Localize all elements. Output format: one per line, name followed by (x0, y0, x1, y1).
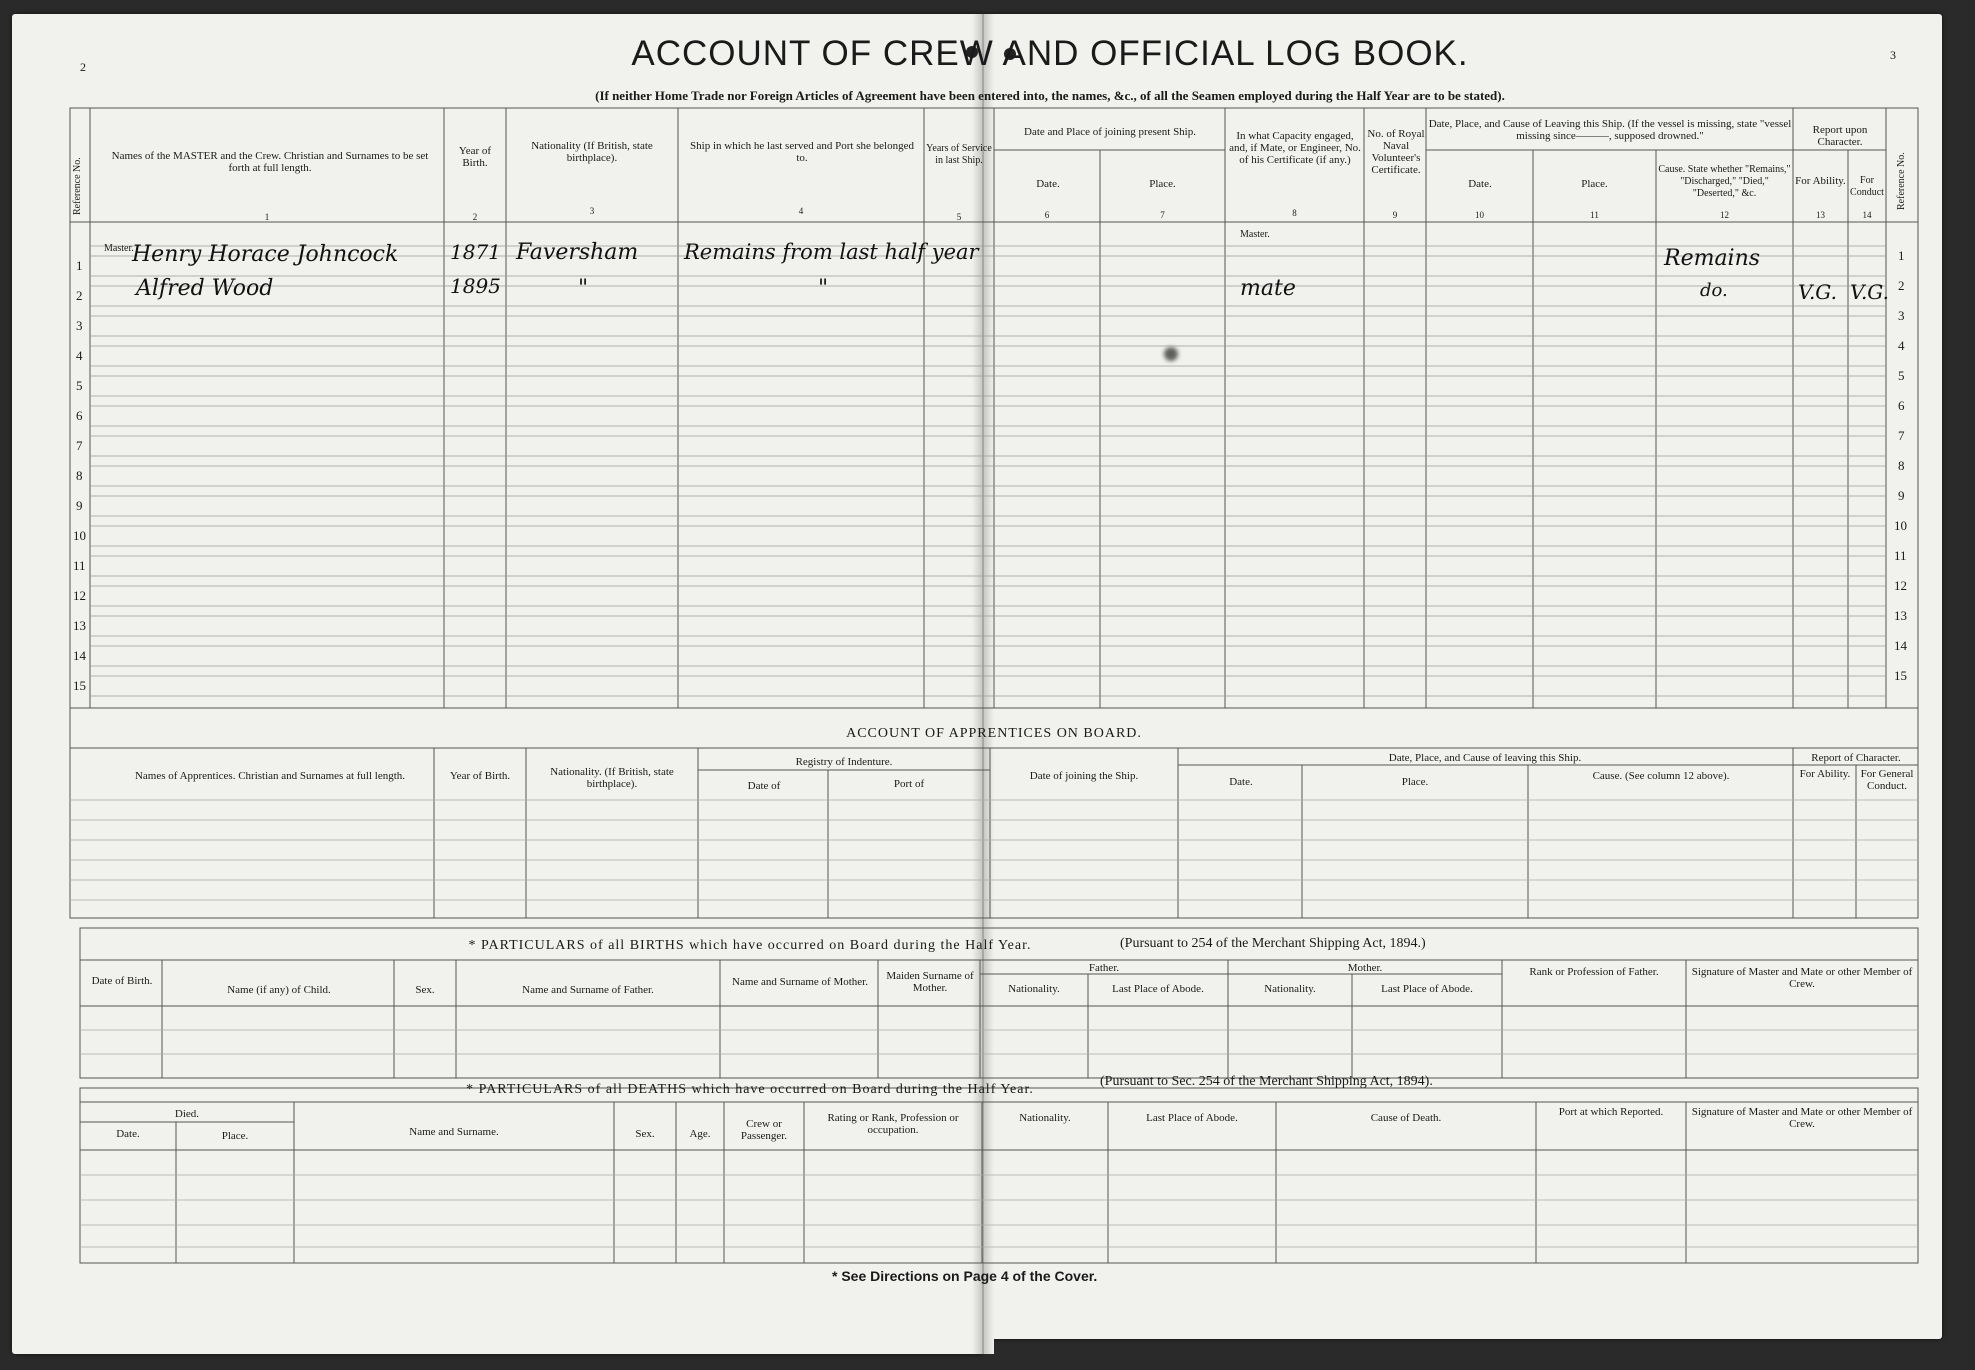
app-col-cause: Cause. (See column 12 above). (1592, 770, 1730, 782)
col-conduct-header: For Conduct (1850, 175, 1884, 198)
row-number: 11 (73, 558, 86, 573)
entry-capacity: mate (1240, 276, 1296, 301)
col-joining-header: Date and Place of joining present Ship. (1024, 126, 1196, 138)
row-number: 7 (76, 438, 83, 453)
death-col-name: Name and Surname. (409, 1126, 499, 1138)
birth-col-maiden: Maiden Surname of Mother. (886, 970, 974, 994)
col-names-header: Names of the MASTER and the Crew. Christian and Surnames to be set forth at full length. (111, 150, 429, 174)
col-year-header: Year of Birth. (458, 145, 492, 169)
entry-cause: do. (1700, 280, 1728, 301)
birth-col-name: Name (if any) of Child. (227, 984, 331, 996)
col-number: 5 (956, 212, 962, 222)
row-number: 9 (1898, 488, 1905, 503)
row-number: 10 (73, 528, 86, 543)
app-col-place: Place. (1401, 776, 1429, 788)
row-number: 7 (1898, 428, 1905, 443)
apprentices-title: ACCOUNT OF APPRENTICES ON BOARD. (846, 726, 1142, 741)
births-act: (Pursuant to 254 of the Merchant Shipping Act, 1894.) (1120, 936, 1426, 951)
birth-col-date: Date of Birth. (91, 975, 153, 987)
col-number: 8 (1292, 208, 1297, 218)
death-col-nationality: Nationality. (1019, 1112, 1071, 1124)
col-leaving-header: Date, Place, and Cause of Leaving this Ship. (If the vessel is missing, state "vessel missing since———, supposed drowned." (1428, 118, 1792, 142)
entry-cause: Remains (1664, 246, 1761, 271)
birth-col-rank: Rank or Profession of Father. (1529, 966, 1659, 978)
master-label: Master. (104, 243, 134, 254)
col-number: 6 (1044, 210, 1050, 220)
col-nationality-header: Nationality (If British, state birthplace). (531, 140, 653, 164)
entry-name: Alfred Wood (136, 276, 274, 301)
col-number: 1 (264, 212, 270, 222)
row-number: 4 (76, 348, 83, 363)
page-subtitle: (If neither Home Trade nor Foreign Articles of Agreement have been entered into, the names, &c., of all the Seamen employed during the Half Year are to be stated). (595, 88, 1505, 103)
death-col-age: Age. (689, 1128, 711, 1140)
birth-col-father: Name and Surname of Father. (522, 984, 654, 996)
app-col-registry: Registry of Indenture. (795, 756, 893, 768)
col-report-header: Report upon Character. (1812, 124, 1868, 148)
col-capacity-header: In what Capacity engaged, and, if Mate, or Engineer, No. of his Certificate (if any.) (1229, 130, 1361, 166)
page-title: ACCOUNT OF CREW AND OFFICIAL LOG BOOK. (631, 34, 1469, 73)
death-col-date: Date. (116, 1128, 140, 1140)
death-col-port: Port at which Reported. (1558, 1106, 1664, 1118)
deaths-act: (Pursuant to Sec. 254 of the Merchant Shipping Act, 1894). (1100, 1074, 1433, 1089)
app-col-ability: For Ability. (1799, 768, 1851, 780)
row-number: 13 (1894, 608, 1907, 623)
births-title: * PARTICULARS of all BIRTHS which have occurred on Board during the Half Year. (468, 938, 1032, 953)
row-number: 14 (1894, 638, 1907, 653)
entry-ship: Remains from last half year (684, 240, 979, 264)
row-number: 5 (76, 378, 83, 393)
app-col-conduct: For General Conduct. (1860, 768, 1914, 792)
death-col-died: Died. (174, 1108, 200, 1120)
row-number: 3 (1898, 308, 1905, 323)
row-number: 5 (1898, 368, 1905, 383)
app-col-date: Date. (1229, 776, 1253, 788)
col-join-place-header: Place. (1149, 178, 1176, 190)
entry-nationality: Faversham (516, 240, 639, 265)
entry-ability: V.G. (1798, 280, 1837, 304)
row-number: 1 (76, 258, 83, 273)
birth-col-mother-group: Mother. (1347, 962, 1383, 974)
app-col-joining: Date of joining the Ship. (1029, 770, 1139, 782)
death-col-abode: Last Place of Abode. (1146, 1112, 1238, 1124)
page-number-left: 2 (80, 60, 86, 74)
app-col-leaving: Date, Place, and Cause of leaving this Ship. (1388, 752, 1582, 764)
row-number: 2 (1898, 278, 1905, 293)
entry-conduct: V.G. (1850, 280, 1889, 304)
row-number: 12 (73, 588, 86, 603)
ref-no-label-left: Reference No. (72, 157, 83, 215)
col-number: 12 (1720, 210, 1729, 220)
row-number: 2 (76, 288, 83, 303)
col-service-header: Years of Service in last Ship. (926, 143, 992, 166)
entry-name: Henry Horace Johncock (132, 242, 399, 267)
app-col-names: Names of Apprentices. Christian and Surnames at full length. (134, 770, 406, 782)
row-number: 15 (73, 678, 86, 693)
col-ability-header: For Ability. (1795, 175, 1846, 187)
app-col-date-of: Date of (747, 780, 781, 792)
row-number: 9 (76, 498, 83, 513)
col-number: 9 (1392, 210, 1398, 220)
app-col-report: Report of Character. (1811, 752, 1901, 764)
birth-col-mother: Name and Surname of Mother. (732, 976, 868, 988)
death-col-crew: Crew or Passenger. (740, 1118, 788, 1142)
row-number: 11 (1894, 548, 1907, 563)
col-rnv-header: No. of Royal Naval Volunteer's Certificate. (1367, 128, 1425, 176)
birth-col-mother-nationality: Nationality. (1264, 983, 1316, 995)
col-number: 10 (1475, 210, 1484, 220)
entry-nationality: " (578, 276, 589, 301)
page-number-right: 3 (1890, 48, 1896, 62)
death-col-place: Place. (221, 1130, 249, 1142)
col-leave-place-header: Place. (1581, 178, 1608, 190)
entry-year: 1871 (450, 240, 501, 264)
birth-col-father-abode: Last Place of Abode. (1112, 983, 1204, 995)
col-number: 14 (1862, 210, 1872, 220)
col-ship-header: Ship in which he last served and Port she belonged to. (690, 140, 914, 164)
col-cause-header: Cause. State whether "Remains," "Discharged," "Died," "Deserted," &c. (1658, 164, 1791, 199)
footer-note: * See Directions on Page 4 of the Cover. (832, 1268, 1098, 1284)
row-number: 8 (76, 468, 83, 483)
col-number: 7 (1160, 210, 1165, 220)
row-number: 10 (1894, 518, 1907, 533)
capacity-master-label: Master. (1240, 229, 1270, 240)
row-number: 3 (76, 318, 83, 333)
col-number: 2 (472, 212, 478, 222)
app-col-nationality: Nationality. (If British, state birthplace). (550, 766, 674, 790)
birth-col-father-nationality: Nationality. (1008, 983, 1060, 995)
birth-col-signature: Signature of Master and Mate or other Member of Crew. (1691, 966, 1913, 990)
birth-col-sex: Sex. (415, 984, 435, 996)
death-col-sex: Sex. (635, 1128, 655, 1140)
row-number: 6 (76, 408, 83, 423)
ref-no-label-right: Reference No. (1896, 152, 1907, 210)
entry-ship: " (818, 276, 829, 301)
row-number: 8 (1898, 458, 1905, 473)
entry-year: 1895 (450, 274, 501, 298)
col-number: 4 (798, 206, 804, 216)
col-leave-date-header: Date. (1468, 178, 1492, 190)
birth-col-mother-abode: Last Place of Abode. (1381, 983, 1473, 995)
row-number: 15 (1894, 668, 1907, 683)
row-number: 6 (1898, 398, 1905, 413)
col-join-date-header: Date. (1036, 178, 1060, 190)
app-col-port-of: Port of (893, 778, 925, 790)
death-col-cause: Cause of Death. (1370, 1112, 1442, 1124)
birth-col-father-group: Father. (1088, 962, 1120, 974)
col-number: 13 (1816, 210, 1825, 220)
death-col-rating: Rating or Rank, Profession or occupation. (827, 1112, 959, 1136)
row-number: 1 (1898, 248, 1905, 263)
app-col-year: Year of Birth. (449, 770, 511, 782)
row-number: 14 (73, 648, 86, 663)
row-number: 12 (1894, 578, 1907, 593)
deaths-title: * PARTICULARS of all DEATHS which have occurred on Board during the Half Year. (466, 1082, 1034, 1097)
row-number: 4 (1898, 338, 1905, 353)
death-col-signature: Signature of Master and Mate or other Member of Crew. (1691, 1106, 1913, 1130)
col-number: 3 (589, 206, 595, 216)
row-number: 13 (73, 618, 86, 633)
col-number: 11 (1590, 210, 1599, 220)
